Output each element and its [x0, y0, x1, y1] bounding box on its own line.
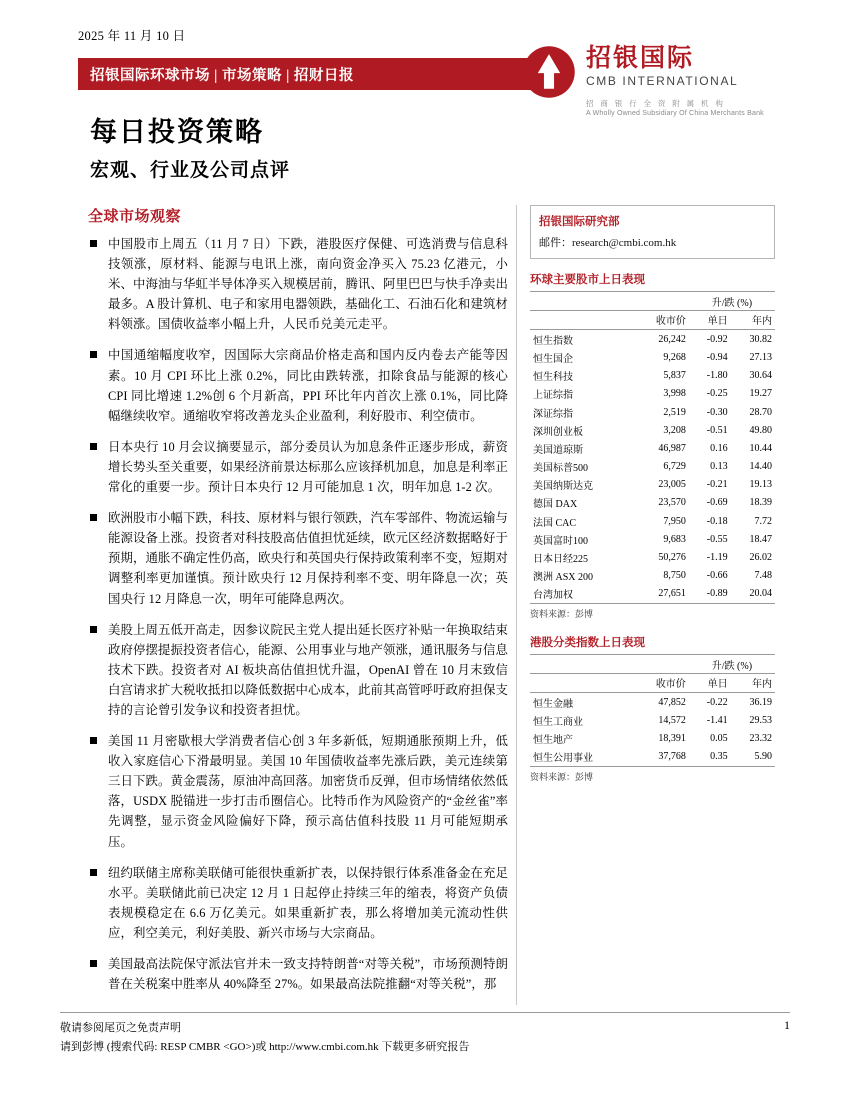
logo-english-name: CMB INTERNATIONAL — [586, 74, 739, 89]
index-price: 37,768 — [633, 748, 689, 767]
col-name — [530, 673, 633, 693]
index-name: 德国 DAX — [533, 499, 578, 511]
table-row — [530, 421, 775, 439]
table-row — [530, 458, 775, 476]
index-price: 3,998 — [663, 388, 686, 400]
hk-sector-table-title: 港股分类指数上日表现 — [530, 637, 645, 649]
index-day-change: -0.94 — [706, 351, 728, 363]
index-day-change: -0.25 — [706, 388, 728, 400]
col-change-group: 升/跌 (%) — [689, 655, 775, 674]
index-name: 恒生科技 — [533, 372, 573, 384]
global-markets-table-wrap — [530, 271, 775, 620]
list-item: 日本央行 10 月会议摘要显示，部分委员认为加息条件正逐步形成，薪资增长势头至关重要，如果经济前景达标那么应该择机加息，加息是利率正常化的重要一步。预计日本央行 12 月可能加息 1 次，明年加息 1-2 次。 — [88, 437, 508, 497]
report-date: 2025 年 11 月 10 日 — [78, 29, 186, 43]
index-day-change: -0.21 — [706, 479, 728, 491]
table-row — [530, 711, 775, 729]
index-price: 26,242 — [658, 333, 686, 345]
table-row — [530, 494, 775, 512]
logo-chinese-name: 招银国际 — [586, 45, 695, 72]
index-day-change: -0.18 — [706, 515, 728, 527]
main-content-column — [88, 205, 508, 1005]
logo-subtitle-english: A Wholly Owned Subsidiary Of China Merchants Bank — [586, 110, 764, 118]
index-ytd-change: 10.44 — [749, 442, 772, 454]
index-ytd-change: 27.13 — [749, 351, 772, 363]
footer-disclaimer: 敬请参阅尾页之免责声明 — [60, 1022, 181, 1034]
index-ytd-change: 29.53 — [749, 714, 772, 726]
index-ytd-change: 36.19 — [749, 696, 772, 708]
list-item: 美国最高法院保守派法官并未一致支持特朗普“对等关税”，市场预测特朗普在关税案中胜率从 40%降至 27%。如果最高法院推翻“对等关税”，那 — [88, 954, 508, 994]
index-price: 8,750 — [663, 570, 686, 582]
index-day-change: -1.19 — [706, 552, 728, 564]
list-item: 美股上周五低开高走，因参议院民主党人提出延长医疗补贴一年换取结束政府停摆提振投资者信心，能源、公用事业与地产领涨，通讯服务与信息技术下跌。投资者对 AI 板块高估值担忧升温，OpenAI 曾在 10 月末致信白宫请求扩大税收抵扣以降低数据中心成本，此前其高管呼吁政府担保支持的言论曾引发争议和投资者担忧。 — [88, 620, 508, 720]
research-dept-title: 招银国际研究部 — [539, 216, 620, 228]
index-name: 恒生国企 — [533, 353, 573, 365]
col-blank — [530, 292, 633, 311]
list-item: 中国通缩幅度收窄，因国际大宗商品价格走高和国内反内卷去产能等因素。10 月 CPI 环比上涨 0.2%，同比由跌转涨，扣除食品与能源的核心 CPI 同比增速 1.2%创 6 个月新高，PPI 环比年内首次上涨 0.1%，同比降幅继续收窄。通缩收窄将改善龙头企业盈利，利好股市、利空债市。 — [88, 345, 508, 425]
index-price: 47,852 — [658, 696, 686, 708]
hk-sector-table — [530, 654, 775, 767]
table-row — [530, 348, 775, 366]
commentary-list — [88, 234, 508, 994]
index-name: 澳洲 ASX 200 — [533, 572, 594, 584]
col-blank-2 — [633, 292, 689, 311]
col-blank — [530, 655, 633, 674]
index-day-change: 0.16 — [710, 442, 728, 454]
index-ytd-change: 20.04 — [731, 585, 775, 604]
index-ytd-change: 30.64 — [749, 370, 772, 382]
col-ytd: 年内 — [731, 310, 775, 330]
index-ytd-change: 5.90 — [731, 748, 775, 767]
research-contact-box — [530, 205, 775, 259]
col-change-group: 升/跌 (%) — [689, 292, 775, 311]
index-ytd-change: 49.80 — [749, 424, 772, 436]
page-subtitle: 宏观、行业及公司点评 — [90, 160, 291, 181]
global-table-source: 资料来源：彭博 — [530, 609, 594, 619]
index-price: 5,837 — [663, 370, 686, 382]
global-markets-table-body — [530, 330, 775, 604]
col-price: 收市价 — [633, 310, 689, 330]
index-price: 7,950 — [663, 515, 686, 527]
index-name: 深圳创业板 — [533, 426, 583, 438]
table-row — [530, 730, 775, 748]
index-name: 英国富时100 — [533, 535, 588, 547]
index-name: 上证综指 — [533, 390, 573, 402]
hk-sector-table-body — [530, 693, 775, 767]
list-item: 欧洲股市小幅下跌，科技、原材料与银行领跌，汽车零部件、物流运输与能源设备上涨。投资者对科技股高估值担忧延续，欧元区经济数据略好于预期，通胀不确定性仍高，欧央行和英国央行保持政策利率不变，短期对调整利率更加谨慎。预计欧央行 12 月保持利率不变、明年降息一次；英国央行 12 月降息一次，明年可能降息两次。 — [88, 508, 508, 608]
table-row — [530, 476, 775, 494]
table-row — [530, 548, 775, 566]
index-price: 14,572 — [658, 714, 686, 726]
index-day-change: -0.89 — [689, 585, 731, 604]
index-price: 9,268 — [663, 351, 686, 363]
index-price: 6,729 — [663, 461, 686, 473]
col-blank-2 — [633, 655, 689, 674]
index-name: 恒生工商业 — [533, 716, 583, 728]
index-name: 美国标普500 — [533, 463, 588, 475]
index-name: 恒生金融 — [533, 698, 573, 710]
list-item: 美国 11 月密歇根大学消费者信心创 3 年多新低，短期通胀预期上升，低收入家庭信心下滑最明显。美国 10 年国债收益率先涨后跌，美元连续第三日下跌。黄金震荡，原油冲高回落。加密货币反弹，但市场情绪依然低落，USDX 脱锚进一步打击币圈信心。比特币作为风险资产的“金丝雀”率先调整，显示资金风险偏好下降，预示高估值科技股 11 月可能短期承压。 — [88, 731, 508, 852]
index-day-change: -1.80 — [706, 370, 728, 382]
index-day-change: -0.30 — [706, 406, 728, 418]
hk-table-source: 资料来源：彭博 — [530, 771, 594, 782]
index-ytd-change: 18.47 — [749, 533, 772, 545]
index-day-change: 0.05 — [710, 733, 728, 745]
index-ytd-change: 7.72 — [754, 515, 772, 527]
index-ytd-change: 7.48 — [754, 570, 772, 582]
index-name: 恒生地产 — [533, 735, 573, 747]
global-markets-table — [530, 291, 775, 604]
table-row — [530, 585, 775, 604]
table-row — [530, 530, 775, 548]
index-name: 美国道琼斯 — [533, 444, 583, 456]
logo-mark-icon — [520, 44, 578, 100]
table-row — [530, 330, 775, 349]
hk-sector-table-wrap — [530, 634, 775, 783]
index-ytd-change: 30.82 — [749, 333, 772, 345]
index-price: 23,005 — [658, 479, 686, 491]
index-day-change: 0.13 — [710, 461, 728, 473]
cmb-international-logo — [520, 44, 790, 119]
index-day-change: -0.55 — [706, 533, 728, 545]
index-day-change: -0.92 — [706, 333, 728, 345]
col-ytd: 年内 — [731, 673, 775, 693]
index-price: 50,276 — [658, 552, 686, 564]
email-label: 邮件： — [539, 237, 572, 249]
index-price: 2,519 — [663, 406, 686, 418]
index-price: 9,683 — [663, 533, 686, 545]
index-name: 法国 CAC — [533, 517, 577, 529]
index-ytd-change: 18.39 — [749, 497, 772, 509]
table-row — [530, 748, 775, 767]
section-heading: 全球市场观察 — [88, 209, 182, 225]
table-row — [530, 403, 775, 421]
report-ribbon: 招银国际环球市场 | 市场策略 | 招财日报 — [78, 58, 558, 90]
index-ytd-change: 28.70 — [749, 406, 772, 418]
col-name — [530, 310, 633, 330]
index-price: 27,651 — [633, 585, 689, 604]
email-address[interactable]: research@cmbi.com.hk — [572, 237, 677, 249]
index-ytd-change: 19.13 — [749, 479, 772, 491]
page-footer — [60, 1012, 790, 1054]
col-day: 单日 — [689, 310, 731, 330]
index-day-change: 0.35 — [689, 748, 731, 767]
col-day: 单日 — [689, 673, 731, 693]
sidebar-column — [530, 205, 775, 797]
table-row — [530, 512, 775, 530]
research-email-row — [539, 234, 766, 250]
index-name: 恒生公用事业 — [530, 748, 633, 767]
table-row — [530, 567, 775, 585]
index-day-change: -0.22 — [706, 696, 728, 708]
document-body — [60, 205, 790, 1005]
index-name: 美国纳斯达克 — [533, 481, 593, 493]
page-number: 1 — [784, 1018, 790, 1032]
index-day-change: -0.66 — [706, 570, 728, 582]
index-name: 恒生指数 — [533, 335, 573, 347]
logo-text-block — [586, 44, 764, 117]
index-ytd-change: 26.02 — [749, 552, 772, 564]
index-ytd-change: 23.32 — [749, 733, 772, 745]
index-name: 台湾加权 — [530, 585, 633, 604]
index-ytd-change: 19.27 — [749, 388, 772, 400]
column-divider — [516, 205, 517, 1005]
logo-subtitle-chinese: 招 商 银 行 全 资 附 属 机 构 — [586, 99, 726, 109]
table-row — [530, 367, 775, 385]
table-row — [530, 439, 775, 457]
index-price: 3,208 — [663, 424, 686, 436]
col-price: 收市价 — [633, 673, 689, 693]
footer-download-note: 请到彭博 (搜索代码: RESP CMBR <GO>)或 http://www.cmbi.com.hk 下载更多研究报告 — [60, 1041, 470, 1053]
index-day-change: -1.41 — [706, 714, 728, 726]
list-item: 中国股市上周五（11 月 7 日）下跌，港股医疗保健、可选消费与信息科技领涨，原材料、能源与电讯上涨，南向资金净买入 75.23 亿港元，小米、中海油与华虹半导体净买入规模居前，腾讯、阿里巴巴与快手净卖出最多。A 股计算机、电子和家用电器领跌，基础化工、石油石化和建筑材料领涨。国债收益率小幅上升，人民币兑美元走平。 — [88, 234, 508, 334]
global-markets-table-title: 环球主要股市上日表现 — [530, 274, 645, 286]
table-row — [530, 385, 775, 403]
list-item: 纽约联储主席称美联储可能很快重新扩表，以保持银行体系准备金在充足水平。美联储此前已决定 12 月 1 日起停止持续三年的缩表，将资产负债表规模稳定在 6.6 万亿美元。如果重新扩表，那么将增加美元流动性供应，利空美元，利好美股、新兴市场与大宗商品。 — [88, 863, 508, 943]
index-price: 46,987 — [658, 442, 686, 454]
index-price: 23,570 — [658, 497, 686, 509]
index-ytd-change: 14.40 — [749, 461, 772, 473]
index-price: 18,391 — [658, 733, 686, 745]
page-title: 每日投资策略 — [90, 117, 264, 147]
index-day-change: -0.69 — [706, 497, 728, 509]
index-name: 深证综指 — [533, 408, 573, 420]
table-row — [530, 693, 775, 712]
index-name: 日本日经225 — [533, 554, 588, 566]
index-day-change: -0.51 — [706, 424, 728, 436]
